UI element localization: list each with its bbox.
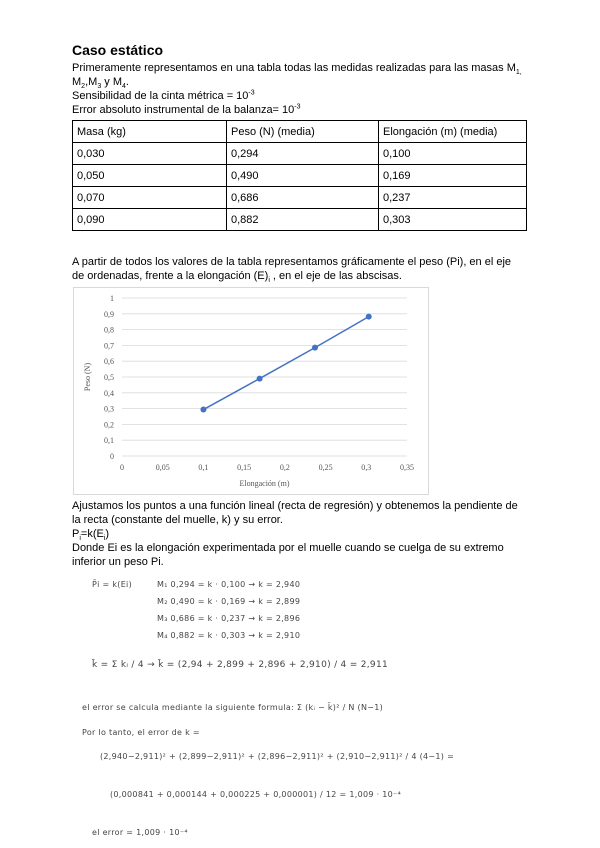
y-tick-label: 0,8 [104, 325, 114, 335]
handwritten-line: M₂ 0,490 = k · 0,169 → k = 2,899 [157, 597, 301, 606]
handwritten-result: el error = 1,009 · 10⁻⁴ [92, 828, 188, 837]
x-axis-label: Elongación (m) [239, 479, 290, 488]
table-cell: 0,303 [379, 209, 527, 231]
handwritten-line: M₁ 0,294 = k · 0,100 → k = 2,940 [157, 580, 301, 589]
y-tick-label: 0,4 [104, 388, 114, 398]
table-cell: 0,030 [73, 143, 227, 165]
table-cell: 0,882 [227, 209, 379, 231]
series-line [203, 317, 368, 410]
x-tick-label: 0,3 [361, 463, 372, 472]
para3-line-5: inferior un peso Pi. [72, 556, 164, 568]
para3-line-4: Donde Ei es la elongación experimentada por el muelle cuando se cuelga de su extremo [72, 542, 504, 554]
para3-line-1: Ajustamos los puntos a una función lineal (recta de regresión) y obtenemos la pendiente de [72, 500, 518, 512]
formula-line: $P_i=k(E_i)$ [72, 528, 110, 543]
y-axis-label: Peso (N) [83, 362, 92, 392]
chart-svg [74, 288, 428, 494]
table-cell: 0,090 [73, 209, 227, 231]
table-cell: 0,100 [379, 143, 527, 165]
y-tick-label: 1 [110, 294, 114, 303]
table-row [73, 143, 527, 165]
table-cell: 0,050 [73, 165, 227, 187]
intro-line-1: Primeramente representamos en una tabla todas las medidas realizadas para las masas $M_{1,}$ [72, 62, 522, 77]
section-title: Caso estático [72, 42, 164, 58]
handwritten-line: Por lo tanto, el error de k = [82, 728, 200, 737]
y-tick-label: 0,6 [104, 357, 114, 367]
data-point [200, 407, 206, 413]
table-header-cell: Elongación (m) (media) [379, 121, 527, 143]
handwritten-line: M₄ 0,882 = k · 0,303 → k = 2,910 [157, 631, 301, 640]
table-cell: 0,490 [227, 165, 379, 187]
handwritten-line: (2,940−2,911)² + (2,899−2,911)² + (2,896−2,911)² + (2,910−2,911)² / 4 (4−1) = [100, 752, 455, 761]
data-point [312, 345, 318, 351]
measurements-table [72, 120, 527, 231]
sensitivity-line: Sensibilidad de la cinta métrica = $10^{-3}$ [72, 89, 255, 102]
handwritten-line: M₃ 0,686 = k · 0,237 → k = 2,896 [157, 614, 301, 623]
x-tick-label: 0,2 [279, 463, 290, 472]
table-cell: 0,070 [73, 187, 227, 209]
handwritten-error-formula: el error se calcula mediante la siguiente formula: Σ (kᵢ − k̄)² / N (N−1) [82, 703, 384, 712]
y-tick-label: 0,7 [104, 341, 114, 351]
x-tick-label: 0,35 [400, 463, 414, 472]
x-tick-label: 0,05 [155, 463, 170, 472]
y-tick-label: 0,3 [104, 404, 114, 414]
y-tick-label: 0,9 [104, 309, 114, 319]
table-header-cell: Masa (kg) [73, 121, 227, 143]
handwritten-mean: k̄ = Σ kᵢ / 4 → k̄ = (2,94 + 2,899 + 2,896 + 2,910) / 4 = 2,911 [92, 660, 389, 670]
y-tick-label: 0,1 [104, 436, 114, 446]
table-cell: 0,686 [227, 187, 379, 209]
para2-line-2: de ordenadas, frente a la elongación $(E)_i$ , en el eje de las abscisas. [72, 270, 402, 285]
table-cell: 0,294 [227, 143, 379, 165]
table-row [73, 187, 527, 209]
para3-line-2: la recta (constante del muelle, k) y su error. [72, 514, 283, 526]
data-point [257, 376, 263, 382]
table-cell: 0,237 [379, 187, 527, 209]
x-tick-label: 0,1 [198, 463, 209, 472]
table-header-cell: Peso (N) (media) [227, 121, 379, 143]
table-header-row [73, 121, 527, 143]
weight-vs-elongation-chart [73, 287, 429, 495]
y-tick-label: 0,5 [104, 373, 114, 382]
intro-line-2: $M_2,M_3$ y $M_4$. [72, 76, 129, 91]
para2-line-1: A partir de todos los valores de la tabla representamos gráficamente el peso (Pi), en el eje [72, 256, 512, 268]
y-tick-label: 0 [110, 452, 114, 461]
x-tick-label: 0,25 [318, 463, 333, 472]
error-line: Error absoluto instrumental de la balanza= $10^{-3}$ [72, 103, 301, 116]
x-tick-label: 0,15 [237, 463, 252, 472]
x-tick-label: 0 [120, 463, 124, 472]
table-row [73, 165, 527, 187]
table-cell: 0,169 [379, 165, 527, 187]
handwritten-formula: P̄i = k(Ei) [92, 580, 132, 589]
handwritten-line: (0,000841 + 0,000144 + 0,000225 + 0,000001) / 12 = 1,009 · 10⁻⁴ [110, 790, 402, 799]
table-row [73, 209, 527, 231]
data-point [366, 314, 372, 320]
y-tick-label: 0,2 [104, 420, 114, 430]
